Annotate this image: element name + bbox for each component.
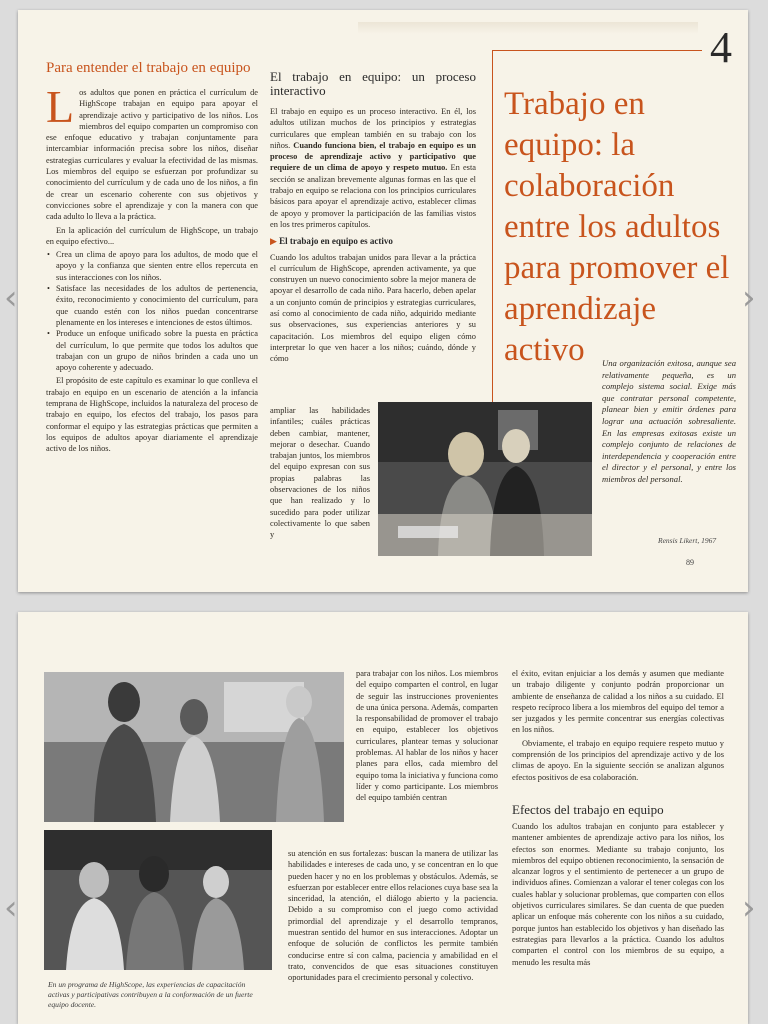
paragraph: Obviamente, el trabajo en equipo requiere respeto mutuo y comprensión de los principios del aprendizaje activo y de los climas de apoyo. En la siguiente sección se analizan algunos efectos positivos de esa colaboración. xyxy=(512,738,724,782)
drop-cap: L xyxy=(46,81,75,132)
list-item: • Produce un enfoque unificado sobre la puesta en práctica del currículum, lo que permite que todos los adultos que trabajan con un grupo de niños brinden a cada uno un apoyo coherente y adecuado. xyxy=(56,328,258,373)
paragraph-text: En esta sección se analizan brevemente algunas formas en las que el trabajo en equipo se relaciona con los principios curriculares básicos para apoyar el aprendizaje activo, establecer climas de apoyo y promover la participación de las familias vistos en los tres primeros capítulos. xyxy=(270,163,476,229)
book-page-90 xyxy=(18,612,748,1024)
list-item: • Satisface las necesidades de los adultos de pertenencia, éxito, reconocimiento y conocimiento del currículum, para que cuando estén con los niños puedan concentrarse plenamente en los intereses e intenciones de estos últimos. xyxy=(56,283,258,328)
title-rule-horizontal xyxy=(492,50,702,51)
arrow-icon: ▶ xyxy=(270,236,277,247)
next-page-arrow-icon[interactable]: › xyxy=(742,888,756,928)
bold-text: Cuando funciona bien, el trabajo en equipo es un proceso de aprendizaje activo y participativo que requiere de un clima de apoyo y respeto mutuo. xyxy=(270,140,476,173)
middle-column-continuation: ampliar las habilidades infantiles; cuáles prácticas deben cambiar, mantener, mejorar o desechar. Cuando trabajan juntos, los miembros del equipo expresan con sus propias palabras las observaciones de los niños que han realizado y lo sucedido para poder utilizar colectivamente lo que saben y xyxy=(270,406,370,540)
text-column-1b: su atención en sus fortalezas: buscan la manera de utilizar las habilidades e intereses de cada uno, y se concentran en lo que pueden hacer y no en los problemas y obstáculos. Además, se esfuerzan por establecer entre ellos relaciones cuya base sea la sinceridad, la atención, el diálogo abierto y la paciencia. Debido a su compromiso con el juego como actividad primordial del aprendizaje y el desarrollo tempranos, muestran sentido del humor en sus interacciones. Adoptar un enfoque de solución de conflictos les permite también conducirse entre sí con calma, paciencia y amabilidad en el trato, convencidos de que esas situaciones constituyen oportunidades para el crecimiento personal y colectivo. xyxy=(288,849,498,983)
paragraph: el éxito, evitan enjuiciar a los demás y asumen que mediante un trabajo diligente y conjunto podrán proporcionar un ambiente de enseñanza de calidad a los niños a su cuidado. El respeto recíproco libera a los miembros del equipo del temor a ser juzgados y les permite concentrar sus energías colectivas en los niños. xyxy=(512,669,724,735)
bullet-list xyxy=(46,249,258,373)
next-page-arrow-icon[interactable]: › xyxy=(742,278,756,318)
page-header-band xyxy=(358,22,698,34)
paragraph: El propósito de este capítulo es examinar lo que conlleva el trabajo en equipo en un escenario de atención a la infancia temprana de HighScope, incluidos la naturaleza del proceso de trabajo en equipo, los efectos del trabajo, los pasos para conformar el equipo y las estrategias prácticas que permiten a los equipos de adultos apoyar diariamente el aprendizaje activo de los niños. xyxy=(46,376,258,454)
middle-column xyxy=(270,70,476,367)
photo-team-training xyxy=(44,830,272,970)
chapter-number: 4 xyxy=(710,23,732,72)
photo-classroom-discussion xyxy=(44,672,344,822)
previous-page-arrow-icon[interactable]: ‹ xyxy=(4,278,18,318)
left-column xyxy=(46,60,258,457)
quote-attribution: Rensis Likert, 1967 xyxy=(658,536,717,545)
chapter-title: Trabajo en equipo: la colaboración entre los adultos para promover el aprendizaje activo xyxy=(504,86,730,368)
paragraph-text: El trabajo en equipo es un proceso interactivo. En él, los adultos utilizan muchos de los principios y estrategias curriculares que emplean también en su trabajo con los niños. xyxy=(270,107,476,150)
paragraph: En la aplicación del currículum de HighScope, un trabajo en equipo efectivo... xyxy=(46,225,258,246)
subsection-heading: El trabajo en equipo: un proceso interactivo xyxy=(270,69,476,98)
book-page-89 xyxy=(18,10,748,592)
section-heading: Efectos del trabajo en equipo xyxy=(512,801,664,817)
minor-heading: ▶ El trabajo en equipo es activo xyxy=(270,236,393,247)
intro-paragraph: os adultos que ponen en práctica el currículum de HighScope trabajan en equipo para apoyar el aprendizaje activo y participativo de los niños. Los miembros del equipo comparten un compromiso con ese enfoque educativo y trabajan conjuntamente para intercambiar información precisa sobre los niños, diseñar estrategias curriculares y evaluar la efectividad de las mismas. Los miembros del equipo se esfuerzan por profundizar su conocimiento del currículum y de cada uno de los niños, a fin de crear un escenario coherente con sus objetivos y convicciones sobre el aprendizaje y con la manera con que cada adulto lo lleva a la práctica. xyxy=(46,88,258,222)
paragraph: Cuando los adultos trabajan unidos para llevar a la práctica el currículum de HighScope, aprenden activamente, ya que construyen un nuevo conocimiento sobre la mejor manera de apoyar el desarrollo de cada niño. Para hacerlo, deben apelar a un conjunto común de principios y estrategias curriculares, así como al conocimiento de cada niño, adquirido mediante sus observaciones, sus experiencias anteriores y su capacitación. Los miembros del equipo eligen cómo interpretar lo que ven hacer a los niños; cuándo, dónde y cómo xyxy=(270,252,476,364)
photo-caption: En un programa de HighScope, las experiencias de capacitación activas y participativas contribuyen a la conformación de un fuerte equipo docente. xyxy=(48,980,253,1009)
text-column-2 xyxy=(512,668,724,970)
section-heading: Para entender el trabajo en equipo xyxy=(46,60,251,76)
epigraph-quote: Una organización exitosa, aunque sea relativamente pequeña, es un complejo sistema social. Exige más que contratar personal competente, planear bien y emitir órdenes para lograr una actuación sobresaliente. En las empresas exitosas existe un complejo conjunto de relaciones de interdependencia y cooperación entre el director y el personal, y entre los miembros del personal. xyxy=(602,358,736,484)
photo-teachers xyxy=(378,402,592,556)
page-number: 89 xyxy=(686,558,694,567)
paragraph: Cuando los adultos trabajan en conjunto para establecer y mantener ambientes de aprendizaje activo para los niños, los efectos son enormes. Mediante su trabajo conjunto, los miembros del equipo obtienen reconocimiento, la sensación de alcanzar logros y el sentimiento de pertenecer a un grupo de individuos afines. Comienzan a valorar el tener colegas con los cuales hablar y solucionar problemas, que comparten con ellos objetivos curriculares similares. Se dan cuenta de que pueden aplicar un enfoque más coherente con los niños a su cuidado, porque juntos han establecido los objetivos y han diseñado las estrategias para llevarlos a la práctica. Cuando los adultos comparten el control con los miembros de su equipo, a menudo les resulta más xyxy=(512,821,724,967)
text-column-1a: para trabajar con los niños. Los miembros del equipo comparten el control, en lugar de seguir las instrucciones provenientes de una única persona. Además, comparten la responsabilidad de promover el trabajo en equipo, establecer los objetivos curriculares, plantear temas y solucionar problemas. Al hablar de los niños y hacer planes para ellos, cada miembro del equipo toma la iniciativa y funciona como líder y como participante. Los miembros del equipo también centran xyxy=(356,669,498,803)
previous-page-arrow-icon[interactable]: ‹ xyxy=(4,888,18,928)
list-item: • Crea un clima de apoyo para los adultos, de modo que el apoyo y la confianza que sienten entre ellos repercuta en sus interacciones con los niños. xyxy=(56,249,258,283)
